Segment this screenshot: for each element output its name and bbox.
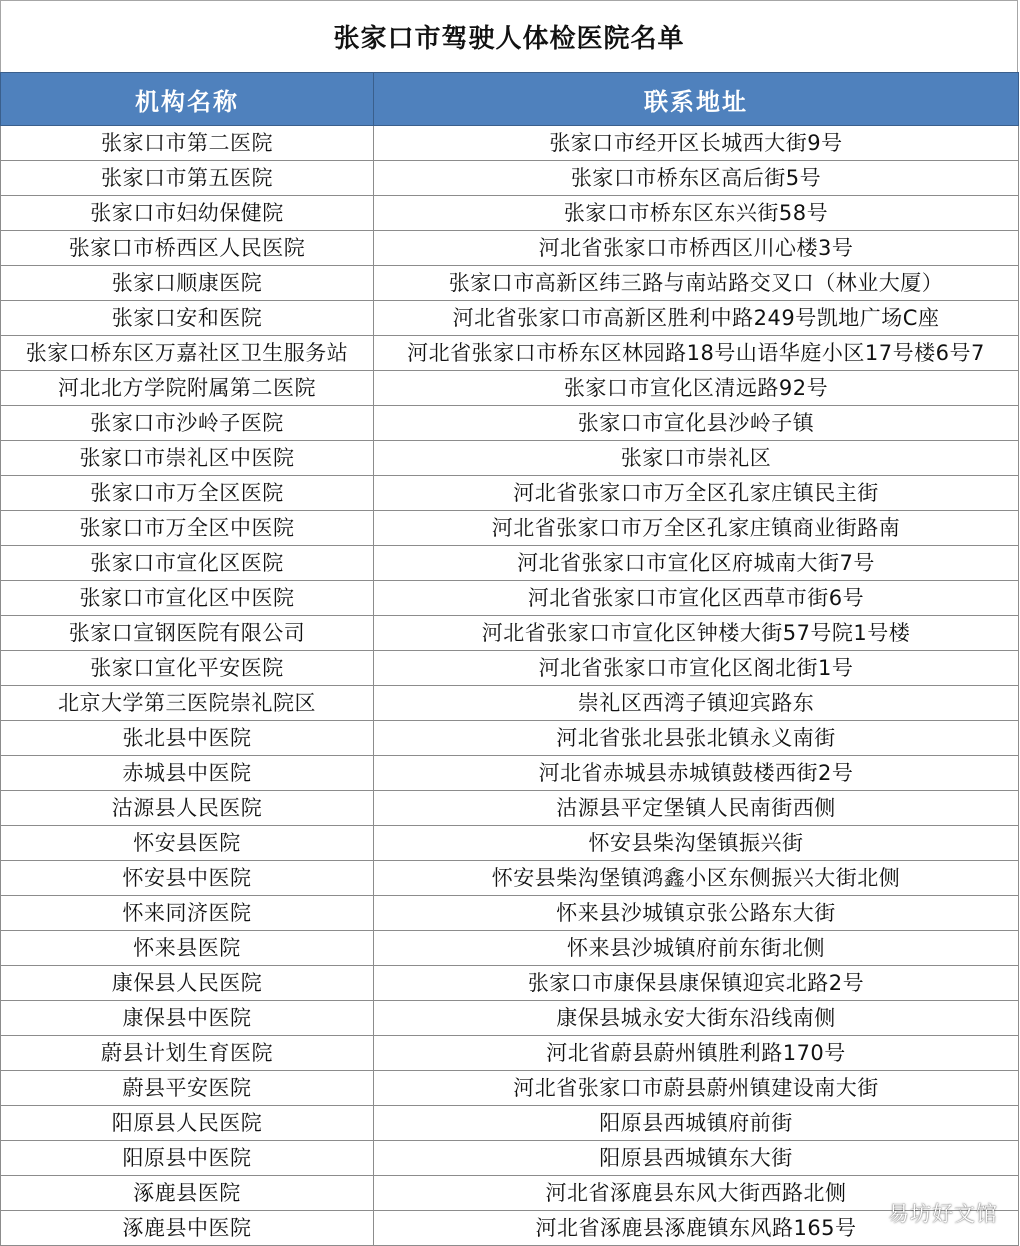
table-row [1, 861, 1019, 896]
page-title: 张家口市驾驶人体检医院名单 [0, 0, 1018, 72]
hospital-address-cell: 河北省张家口市宣化区钟楼大街57号院1号楼 [374, 616, 1019, 651]
table-row [1, 266, 1019, 301]
hospital-address-cell: 阳原县西城镇府前街 [374, 1106, 1019, 1141]
hospital-name-cell: 涿鹿县医院 [1, 1176, 374, 1211]
hospital-address-cell: 河北省蔚县蔚州镇胜利路170号 [374, 1036, 1019, 1071]
table-row [1, 476, 1019, 511]
hospital-name-cell: 阳原县中医院 [1, 1141, 374, 1176]
table-row [1, 966, 1019, 1001]
table-row [1, 406, 1019, 441]
table-row [1, 441, 1019, 476]
hospital-address-cell: 河北省张北县张北镇永义南街 [374, 721, 1019, 756]
hospital-name-cell: 张家口宣化平安医院 [1, 651, 374, 686]
table-row [1, 931, 1019, 966]
hospital-address-cell: 河北省张家口市高新区胜利中路249号凯地广场C座 [374, 301, 1019, 336]
hospital-name-cell: 张家口市宣化区医院 [1, 546, 374, 581]
table-row [1, 511, 1019, 546]
table-row [1, 301, 1019, 336]
hospital-name-cell: 蔚县平安医院 [1, 1071, 374, 1106]
hospital-name-cell: 张家口市第二医院 [1, 126, 374, 161]
table-row [1, 756, 1019, 791]
table-row [1, 231, 1019, 266]
table-row [1, 1141, 1019, 1176]
hospital-address-cell: 张家口市崇礼区 [374, 441, 1019, 476]
hospital-name-cell: 张家口市桥西区人民医院 [1, 231, 374, 266]
hospital-address-cell: 河北省张家口市桥东区林园路18号山语华庭小区17号楼6号7 [374, 336, 1019, 371]
hospital-name-cell: 康保县人民医院 [1, 966, 374, 1001]
hospital-address-cell: 康保县城永安大街东沿线南侧 [374, 1001, 1019, 1036]
hospital-name-cell: 张家口市妇幼保健院 [1, 196, 374, 231]
hospital-name-cell: 河北北方学院附属第二医院 [1, 371, 374, 406]
hospital-table [0, 72, 1019, 1246]
table-row [1, 721, 1019, 756]
hospital-address-cell: 河北省涿鹿县东风大街西路北侧 [374, 1176, 1019, 1211]
table-row [1, 1001, 1019, 1036]
hospital-address-cell: 河北省张家口市宣化区西草市街6号 [374, 581, 1019, 616]
hospital-name-cell: 张家口市万全区中医院 [1, 511, 374, 546]
table-row [1, 616, 1019, 651]
hospital-name-cell: 怀来县医院 [1, 931, 374, 966]
hospital-address-cell: 张家口市康保县康保镇迎宾北路2号 [374, 966, 1019, 1001]
hospital-address-cell: 张家口市宣化县沙岭子镇 [374, 406, 1019, 441]
hospital-name-cell: 怀来同济医院 [1, 896, 374, 931]
column-header-name: 机构名称 [1, 73, 374, 126]
table-row [1, 196, 1019, 231]
hospital-name-cell: 怀安县中医院 [1, 861, 374, 896]
hospital-address-cell: 张家口市经开区长城西大街9号 [374, 126, 1019, 161]
hospital-address-cell: 怀安县柴沟堡镇鸿鑫小区东侧振兴大街北侧 [374, 861, 1019, 896]
hospital-address-cell: 沽源县平定堡镇人民南街西侧 [374, 791, 1019, 826]
hospital-name-cell: 张家口顺康医院 [1, 266, 374, 301]
column-header-address: 联系地址 [374, 73, 1019, 126]
table-row [1, 546, 1019, 581]
hospital-address-cell: 河北省涿鹿县涿鹿镇东风路165号 [374, 1211, 1019, 1246]
hospital-name-cell: 张家口市第五医院 [1, 161, 374, 196]
hospital-name-cell: 北京大学第三医院崇礼院区 [1, 686, 374, 721]
hospital-name-cell: 涿鹿县中医院 [1, 1211, 374, 1246]
hospital-address-cell: 张家口市高新区纬三路与南站路交叉口（林业大厦） [374, 266, 1019, 301]
hospital-address-cell: 张家口市桥东区东兴街58号 [374, 196, 1019, 231]
hospital-name-cell: 沽源县人民医院 [1, 791, 374, 826]
hospital-name-cell: 康保县中医院 [1, 1001, 374, 1036]
hospital-address-cell: 怀安县柴沟堡镇振兴街 [374, 826, 1019, 861]
hospital-name-cell: 张家口宣钢医院有限公司 [1, 616, 374, 651]
hospital-address-cell: 河北省张家口市万全区孔家庄镇民主街 [374, 476, 1019, 511]
hospital-address-cell: 张家口市宣化区清远路92号 [374, 371, 1019, 406]
hospital-address-cell: 怀来县沙城镇京张公路东大街 [374, 896, 1019, 931]
hospital-name-cell: 蔚县计划生育医院 [1, 1036, 374, 1071]
table-row [1, 581, 1019, 616]
table-row [1, 1176, 1019, 1211]
hospital-name-cell: 张家口市崇礼区中医院 [1, 441, 374, 476]
hospital-name-cell: 张家口桥东区万嘉社区卫生服务站 [1, 336, 374, 371]
table-row [1, 1071, 1019, 1106]
table-row [1, 791, 1019, 826]
table-row [1, 336, 1019, 371]
table-row [1, 896, 1019, 931]
hospital-address-cell: 河北省赤城县赤城镇鼓楼西街2号 [374, 756, 1019, 791]
table-row [1, 686, 1019, 721]
table-body [1, 126, 1019, 1246]
hospital-address-cell: 张家口市桥东区高后街5号 [374, 161, 1019, 196]
table-row [1, 826, 1019, 861]
hospital-name-cell: 张家口安和医院 [1, 301, 374, 336]
hospital-name-cell: 张家口市沙岭子医院 [1, 406, 374, 441]
table-row [1, 1036, 1019, 1071]
hospital-name-cell: 张北县中医院 [1, 721, 374, 756]
hospital-name-cell: 阳原县人民医院 [1, 1106, 374, 1141]
hospital-address-cell: 河北省张家口市万全区孔家庄镇商业街路南 [374, 511, 1019, 546]
hospital-name-cell: 赤城县中医院 [1, 756, 374, 791]
table-row [1, 651, 1019, 686]
table-row [1, 126, 1019, 161]
hospital-address-cell: 怀来县沙城镇府前东街北侧 [374, 931, 1019, 966]
table-row [1, 1211, 1019, 1246]
hospital-address-cell: 河北省张家口市桥西区川心楼3号 [374, 231, 1019, 266]
hospital-address-cell: 河北省张家口市宣化区阁北街1号 [374, 651, 1019, 686]
table-header-row [1, 73, 1019, 126]
table-row [1, 161, 1019, 196]
watermark: 易坊好文馆 [888, 1202, 998, 1226]
hospital-address-cell: 阳原县西城镇东大街 [374, 1141, 1019, 1176]
hospital-name-cell: 张家口市宣化区中医院 [1, 581, 374, 616]
table-row [1, 1106, 1019, 1141]
hospital-name-cell: 张家口市万全区医院 [1, 476, 374, 511]
hospital-name-cell: 怀安县医院 [1, 826, 374, 861]
hospital-address-cell: 河北省张家口市蔚县蔚州镇建设南大街 [374, 1071, 1019, 1106]
table-row [1, 371, 1019, 406]
hospital-address-cell: 河北省张家口市宣化区府城南大街7号 [374, 546, 1019, 581]
hospital-address-cell: 崇礼区西湾子镇迎宾路东 [374, 686, 1019, 721]
